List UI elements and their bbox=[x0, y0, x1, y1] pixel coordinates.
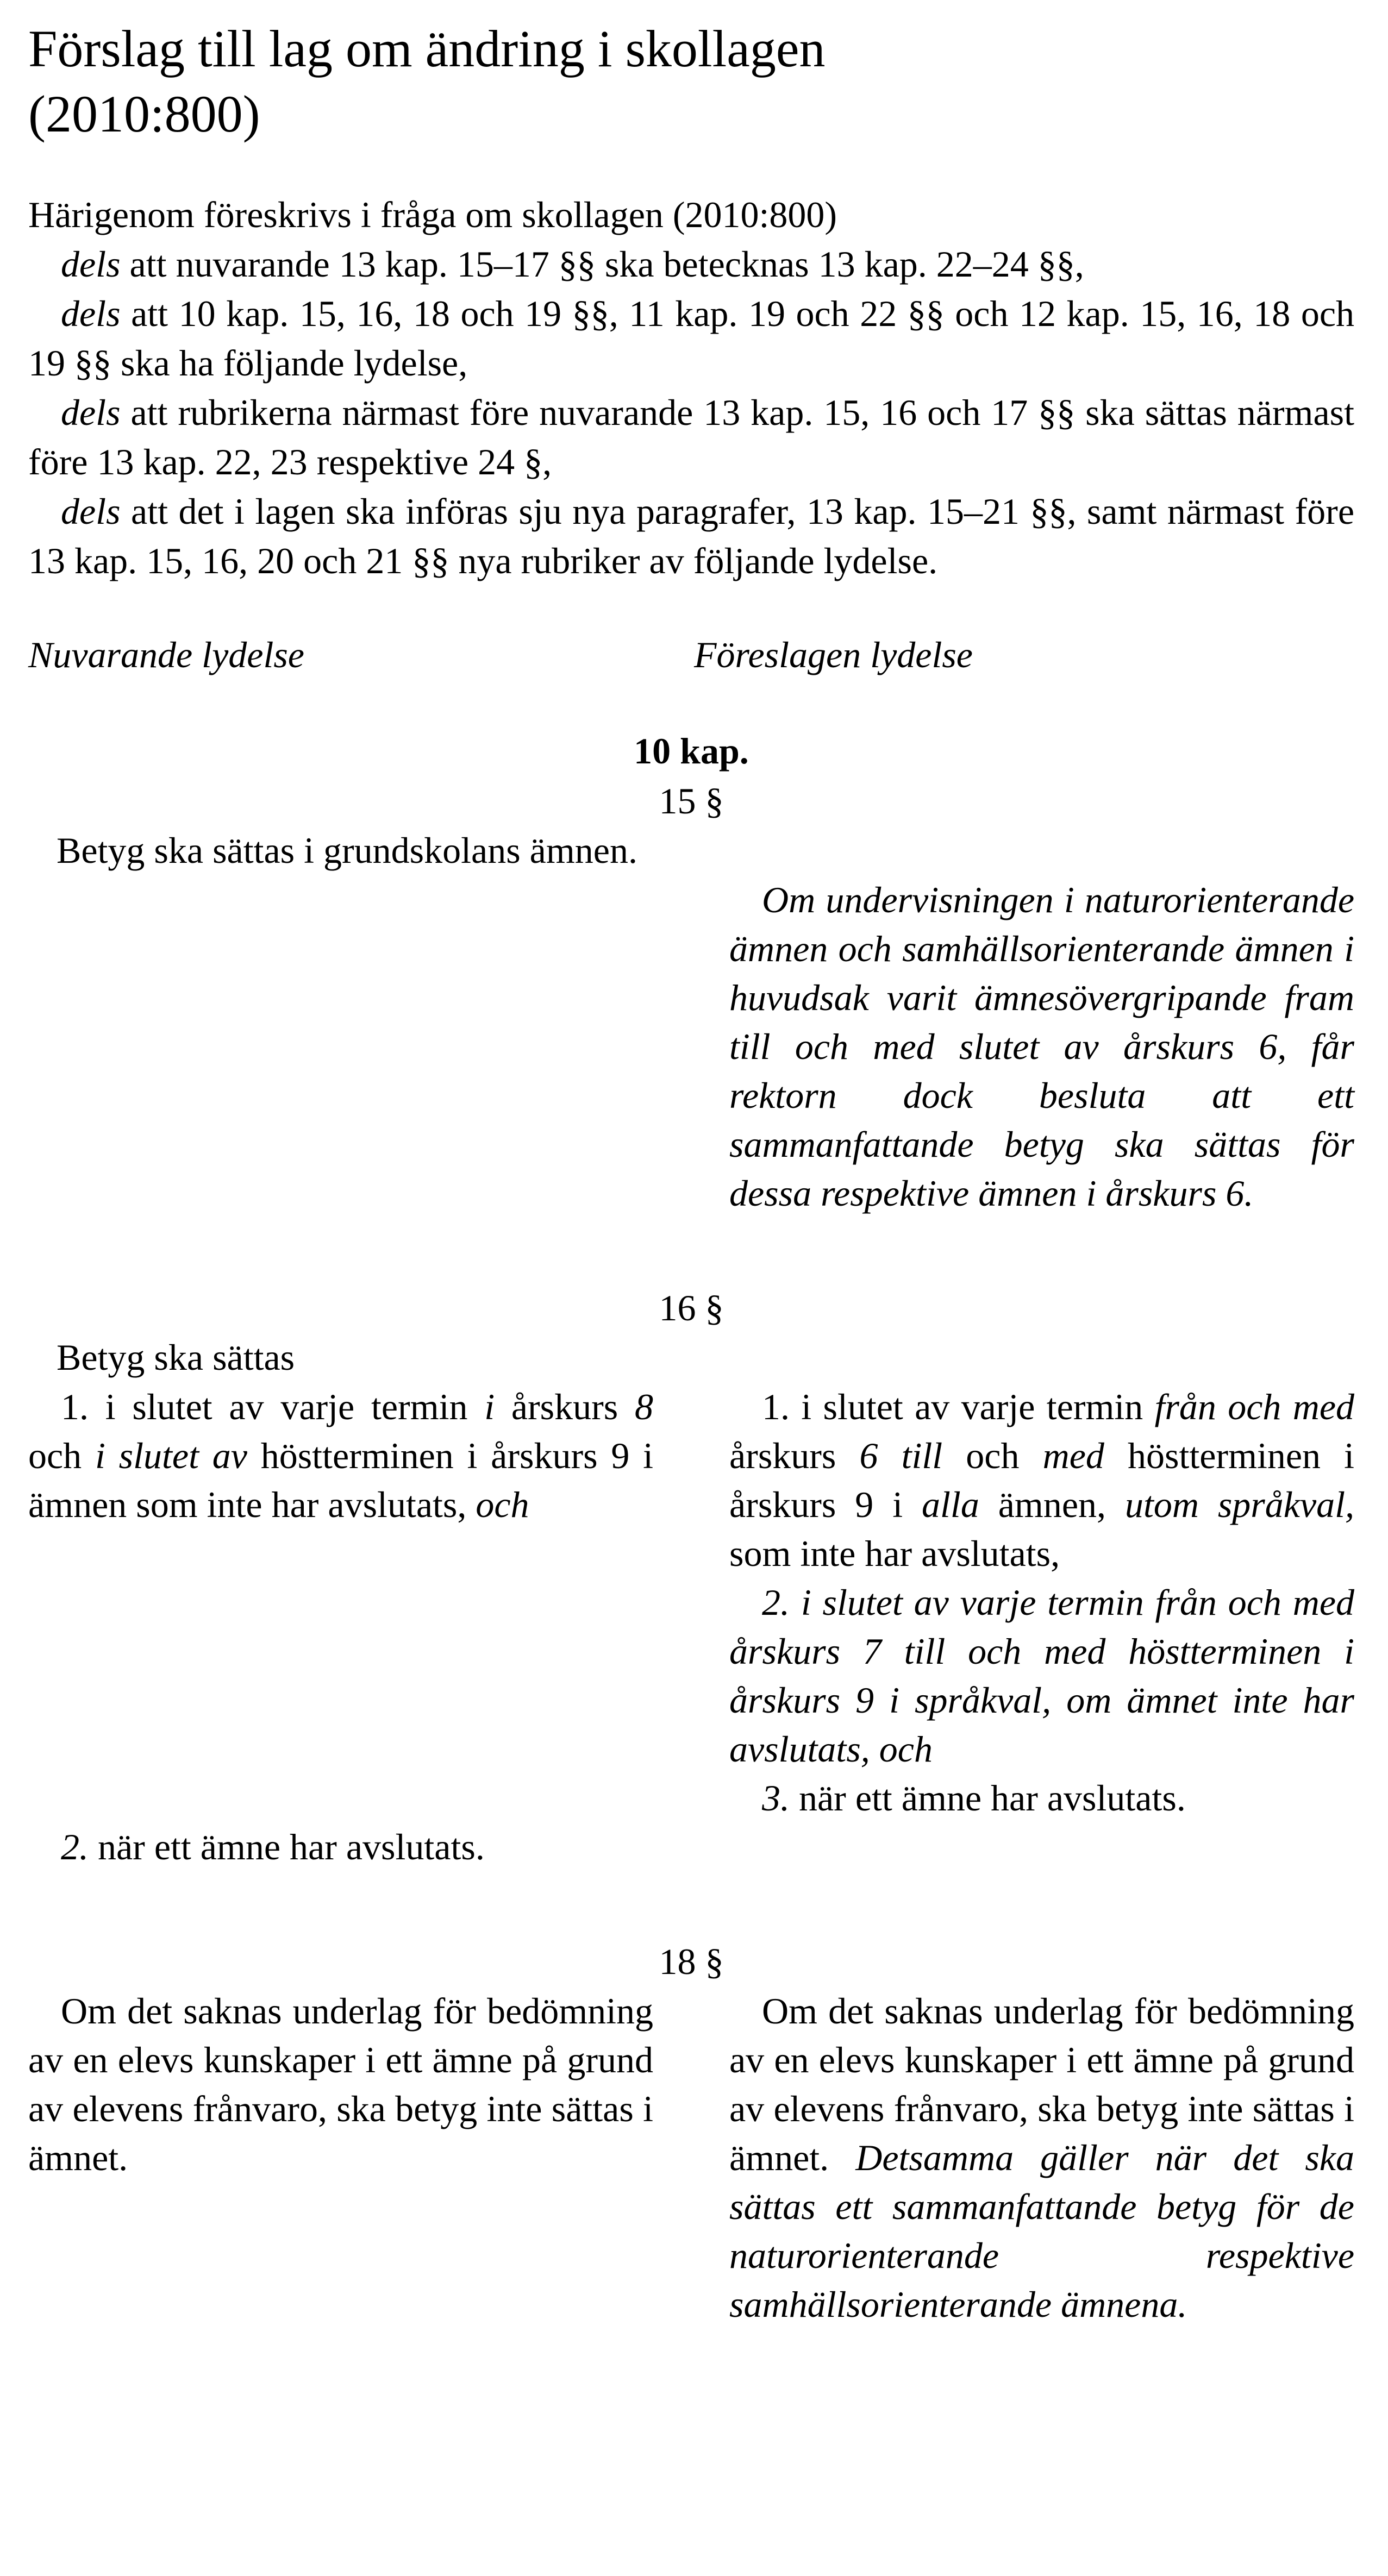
dels-word: dels bbox=[61, 243, 121, 285]
intro-dels-2 bbox=[28, 289, 1354, 388]
section-16-current bbox=[28, 1382, 653, 1871]
dels-text: att det i lagen ska införas sju nya paragrafer, 13 kap. 15–21 §§, samt närmast före 13 kap. 15, 16, 20 och 21 §§ nya rubriker av följande lydelse. bbox=[28, 491, 1355, 581]
section-18-heading: 18 § bbox=[659, 1941, 724, 1982]
section-16-common: Betyg ska sättas bbox=[57, 1337, 295, 1378]
document-title: Förslag till lag om ändring i skollagen (2010:800) bbox=[28, 20, 826, 143]
section-18-proposed-text: Om det saknas underlag för bedömning av en elevs kunskaper i ett ämne på grund av elevens frånvaro, ska betyg inte sättas i ämnet. Detsamma gäller när det ska sättas ett sammanfattande betyg för de naturorienterande respektive samhällsorienterande ämnena. bbox=[729, 1990, 1354, 2325]
column-headings bbox=[28, 634, 1354, 688]
dels-word: dels bbox=[61, 392, 121, 433]
section-18-current-text: Om det saknas underlag för bedömning av en elevs kunskaper i ett ämne på grund av elevens frånvaro, ska betyg inte sättas i ämnet. bbox=[28, 1990, 653, 2178]
section-15-heading: 15 § bbox=[659, 780, 724, 822]
dels-text: att 10 kap. 15, 16, 18 och 19 §§, 11 kap. 19 och 22 §§ och 12 kap. 15, 16, 18 och 19 §§ ska ha följande lydelse, bbox=[28, 293, 1355, 384]
section-15-current bbox=[28, 875, 653, 1218]
dels-word: dels bbox=[61, 491, 121, 532]
dels-word: dels bbox=[61, 293, 121, 334]
section-15 bbox=[28, 776, 1354, 1218]
section-16-heading: 16 § bbox=[659, 1287, 724, 1328]
section-16-proposed-item-2: 2. i slutet av varje termin från och med årskurs 7 till och med höstterminen i årskurs 9 i språkval, om ämnet inte har avslutats, och bbox=[729, 1582, 1354, 1770]
section-16-common-text bbox=[28, 1333, 1354, 1382]
dels-text: att nuvarande 13 kap. 15–17 §§ ska betecknas 13 kap. 22–24 §§, bbox=[129, 243, 1084, 285]
section-16-proposed bbox=[729, 1382, 1354, 1871]
intro-dels-3 bbox=[28, 388, 1354, 487]
section-15-common: Betyg ska sättas i grundskolans ämnen. bbox=[57, 830, 637, 871]
dels-text: att rubrikerna närmast före nuvarande 13 kap. 15, 16 och 17 §§ ska sättas närmast före 13 kap. 22, 23 respektive 24 §, bbox=[28, 392, 1354, 482]
intro-dels-1 bbox=[28, 240, 1354, 289]
section-15-proposed-text: Om undervisningen i naturorienterande ämnen och samhällsorienterande ämnen i huvudsak varit ämnesövergripande fram till och med slutet av årskurs 6, får rektorn dock besluta att ett sammanfattande betyg ska sättas för dessa respektive ämnen i årskurs 6. bbox=[729, 879, 1354, 1214]
intro-lead: Härigenom föreskrivs i fråga om skollagen (2010:800) bbox=[28, 194, 837, 235]
section-15-common-text bbox=[28, 826, 1354, 875]
section-16-current-item-1: 1. i slutet av varje termin i årskurs 8 och i slutet av höstterminen i årskurs 9 i ämnen som inte har avslutats, och bbox=[28, 1386, 654, 1525]
section-16-current-item-2: 2. när ett ämne har avslutats. bbox=[61, 1826, 485, 1867]
section-15-proposed bbox=[729, 875, 1354, 1218]
intro-dels-4 bbox=[28, 487, 1354, 586]
section-18-proposed bbox=[729, 1986, 1354, 2329]
intro-block bbox=[28, 190, 1354, 586]
document-page bbox=[28, 16, 1354, 2329]
section-18-current bbox=[28, 1986, 653, 2329]
section-16-proposed-item-1: 1. i slutet av varje termin från och med årskurs 6 till och med höstterminen i årskurs 9 i alla ämnen, utom språkval, som inte har avslutats, bbox=[729, 1386, 1355, 1574]
section-18 bbox=[28, 1936, 1354, 2329]
section-16-proposed-item-3: 3. när ett ämne har avslutats. bbox=[762, 1777, 1186, 1819]
current-wording-heading: Nuvarande lydelse bbox=[28, 634, 304, 675]
section-16 bbox=[28, 1283, 1354, 1871]
proposed-wording-heading: Föreslagen lydelse bbox=[694, 634, 973, 675]
chapter-heading: 10 kap. bbox=[634, 730, 749, 772]
